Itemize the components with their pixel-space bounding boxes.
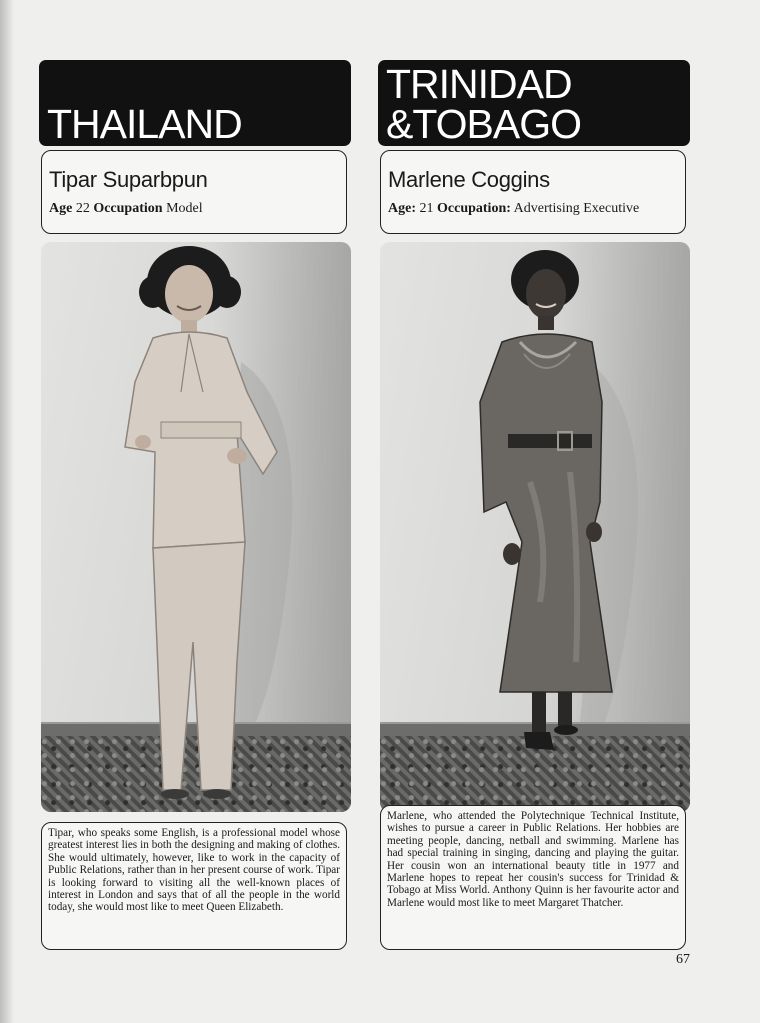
contestant-name-box (41, 150, 347, 234)
age-label: Age (49, 201, 73, 216)
contestant-name-box (380, 150, 686, 234)
contestant-name: Tipar Suparbpun (49, 167, 208, 192)
age-value: 21 (419, 201, 434, 216)
contestant-details (49, 201, 203, 217)
contestant-photo (41, 242, 351, 812)
country-name: TRINIDAD &TOBAGO (386, 61, 582, 146)
country-banner (378, 60, 690, 146)
contestant-bio: Marlene, who attended the Polytechnique Technical Institute, wishes to pursue a career in Public Relations. Her hobbies are meeting people, dancing, netball and swimming. Marlene has had special training in singing, dancing and playing the guitar. Her cousin won an international beauty title in 1977 and Marlene hopes to repeat her cousin's success for Trinidad & Tobago at Miss World. Anthony Quinn is her favourite actor and Marlene would most like to meet Margaret Thatcher. (380, 805, 686, 950)
contestant-name: Marlene Coggins (388, 167, 550, 192)
occupation-value: Model (166, 201, 203, 216)
country-name: THAILAND (47, 101, 242, 146)
contestant-bio: Tipar, who speaks some English, is a professional model whose greatest interest lies in both the designing and making of clothes. She would ultimately, however, like to work in the capacity of Public Relations, rather than in her present course of work. Tipar is looking forward to visiting all the well-known places of interest in London and says that of all the people in the world today, she would most like to meet Queen Elizabeth. (41, 822, 347, 950)
occupation-label: Occupation (93, 201, 163, 216)
page-binding-shadow (0, 0, 14, 1023)
age-label: Age: (388, 201, 416, 216)
page-number: 67 (676, 952, 690, 967)
country-banner (39, 60, 351, 146)
contestant-details (388, 201, 639, 217)
occupation-value: Advertising Executive (513, 201, 640, 216)
contestant-photo (380, 242, 690, 812)
woman-in-pantsuit-figure (41, 242, 351, 812)
woman-in-velvet-dress-figure (380, 242, 690, 812)
age-value: 22 (75, 201, 90, 216)
occupation-label: Occupation: (437, 201, 511, 216)
